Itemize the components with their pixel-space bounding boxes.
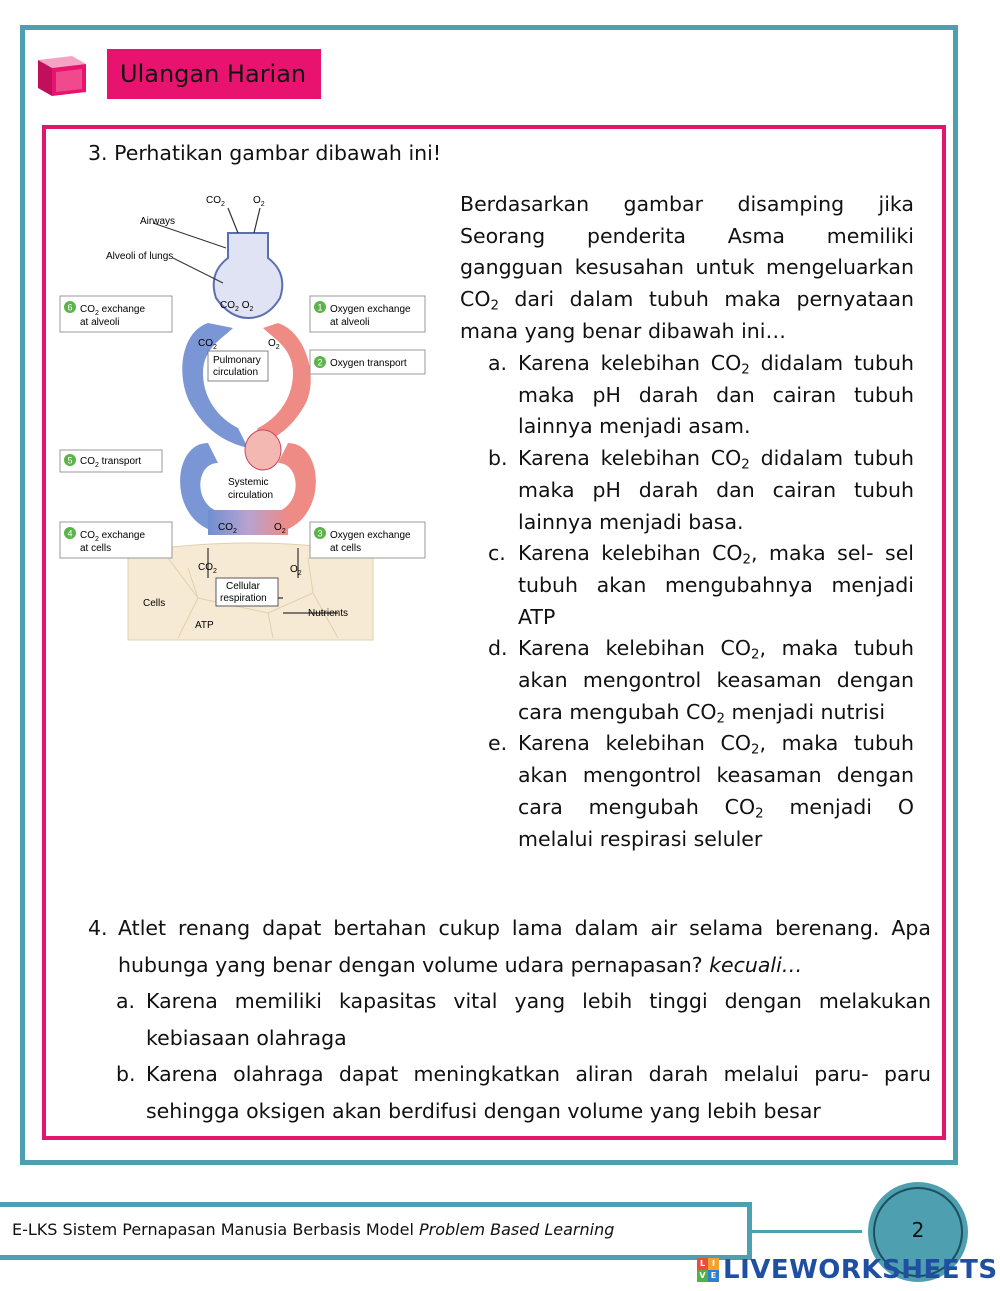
label-cellular: Cellular: [226, 581, 260, 592]
option-4b[interactable]: b. Karena olahraga dapat meningkatkan aliran darah melalui paru- paru sehingga oksigen akan berdifusi dengan volume yang lebih besar: [116, 1062, 931, 1123]
option-3d[interactable]: d. Karena kelebihan $CO_2$, maka tubuh akan mengontrol keasaman dengan cara mengubah $CO_2$ menjadi nutrisi: [488, 636, 915, 727]
option-4a[interactable]: a. Karena memiliki kapasitas vital yang lebih tinggi dengan melakukan kebiasaan olahraga: [116, 989, 931, 1050]
label-sys-o2: $O_2$: [274, 522, 286, 535]
box-2: [310, 350, 425, 374]
svg-text:4: 4: [67, 528, 73, 539]
respiration-circulation-diagram: [58, 188, 438, 643]
label-alveolus-co2-o2: $CO_2$ $O_2$: [220, 300, 254, 313]
option-3c[interactable]: c. Karena kelebihan $CO_2$, maka sel- sel tubuh akan mengubahnya menjadi ATP: [488, 541, 915, 629]
option-3b[interactable]: b. Karena kelebihan $CO_2$ didalam tubuh maka pH darah dan cairan tubuh lainnya menjadi basa.: [488, 446, 914, 534]
question-3-options: [488, 348, 914, 855]
svg-text:at alveoli: at alveoli: [330, 317, 370, 328]
svg-text:at alveoli: at alveoli: [80, 317, 120, 328]
svg-text:Oxygen exchange: Oxygen exchange: [330, 530, 411, 541]
liveworksheets-brand[interactable]: [697, 1254, 998, 1286]
svg-text:3: 3: [317, 528, 323, 539]
label-top-co2: $CO_2$: [206, 195, 225, 208]
svg-text:1: 1: [317, 302, 323, 313]
liveworksheets-wordmark: LIVEWORKSHEETS: [723, 1255, 998, 1285]
cube-icon: [32, 50, 90, 100]
svg-text:6: 6: [67, 302, 73, 313]
label-cell-co2: $CO_2$: [198, 562, 217, 575]
box-1: [310, 296, 425, 332]
label-cells: Cells: [143, 598, 166, 609]
label-respiration: respiration: [220, 593, 267, 604]
svg-text:CO2 transport: $CO_2$ transport: [80, 456, 142, 469]
svg-text:2: 2: [317, 357, 323, 368]
liveworksheets-logo-icon: L I V E: [697, 1258, 719, 1282]
label-alveoli: Alveoli of lungs: [106, 251, 174, 262]
question-4-stem: 4. Atlet renang dapat bertahan cukup lama dalam air selama berenang. Apa hubunga yang benar dengan volume udara pernapasan? kecuali…: [88, 916, 931, 977]
label-systemic: Systemic: [228, 477, 269, 488]
page-number: 2: [911, 1218, 925, 1242]
box-6: [60, 296, 172, 332]
svg-text:5: 5: [67, 455, 73, 466]
svg-text:Oxygen transport: Oxygen transport: [330, 358, 407, 369]
label-top-o2: $O_2$: [253, 195, 265, 208]
option-3a[interactable]: a. Karena kelebihan $CO_2$ didalam tubuh maka pH darah dan cairan tubuh lainnya menjadi asam.: [488, 351, 914, 439]
svg-text:CO2 exchange: $CO_2$ exchange: [80, 304, 146, 317]
svg-text:CO2 exchange: $CO_2$ exchange: [80, 530, 146, 543]
header-title: Ulangan Harian: [107, 49, 321, 99]
label-pulmonary-circulation: circulation: [213, 367, 259, 378]
label-nutrients: Nutrients: [308, 608, 349, 619]
label-sys-co2: $CO_2$: [218, 522, 237, 535]
label-systemic-circulation: circulation: [228, 490, 274, 501]
svg-text:Oxygen exchange: Oxygen exchange: [330, 304, 411, 315]
question-3-stem: Berdasarkan gambar disamping jika Seorang penderita Asma memiliki gangguan kesusahan untuk mengeluarkan $CO_2$ dari dalam tubuh maka pernyataan mana yang benar dibawah ini…: [460, 192, 914, 343]
label-atp: ATP: [195, 620, 214, 631]
label-airways: Airways: [140, 216, 176, 227]
label-pulm-o2: $O_2$: [268, 338, 280, 351]
footer-text: E-LKS Sistem Pernapasan Manusia Berbasis Model Problem Based Learning: [12, 1220, 615, 1239]
label-cell-o2: $O_2$: [290, 564, 302, 577]
option-3e[interactable]: e. Karena kelebihan $CO_2$, maka tubuh akan mengontrol keasaman dengan cara mengubah $CO_2$ menjadi O melalui respirasi seluler: [488, 731, 915, 851]
box-5: [60, 450, 162, 472]
label-pulmonary: Pulmonary: [213, 355, 261, 366]
svg-text:at cells: at cells: [330, 543, 362, 554]
svg-text:at cells: at cells: [80, 543, 112, 554]
question-3-title: 3. Perhatikan gambar dibawah ini!: [88, 141, 442, 165]
box-4: [60, 522, 172, 558]
box-3: [310, 522, 425, 558]
footer-divider: [752, 1230, 862, 1233]
label-pulm-co2: $CO_2$: [198, 338, 217, 351]
question-4: [88, 910, 931, 1129]
